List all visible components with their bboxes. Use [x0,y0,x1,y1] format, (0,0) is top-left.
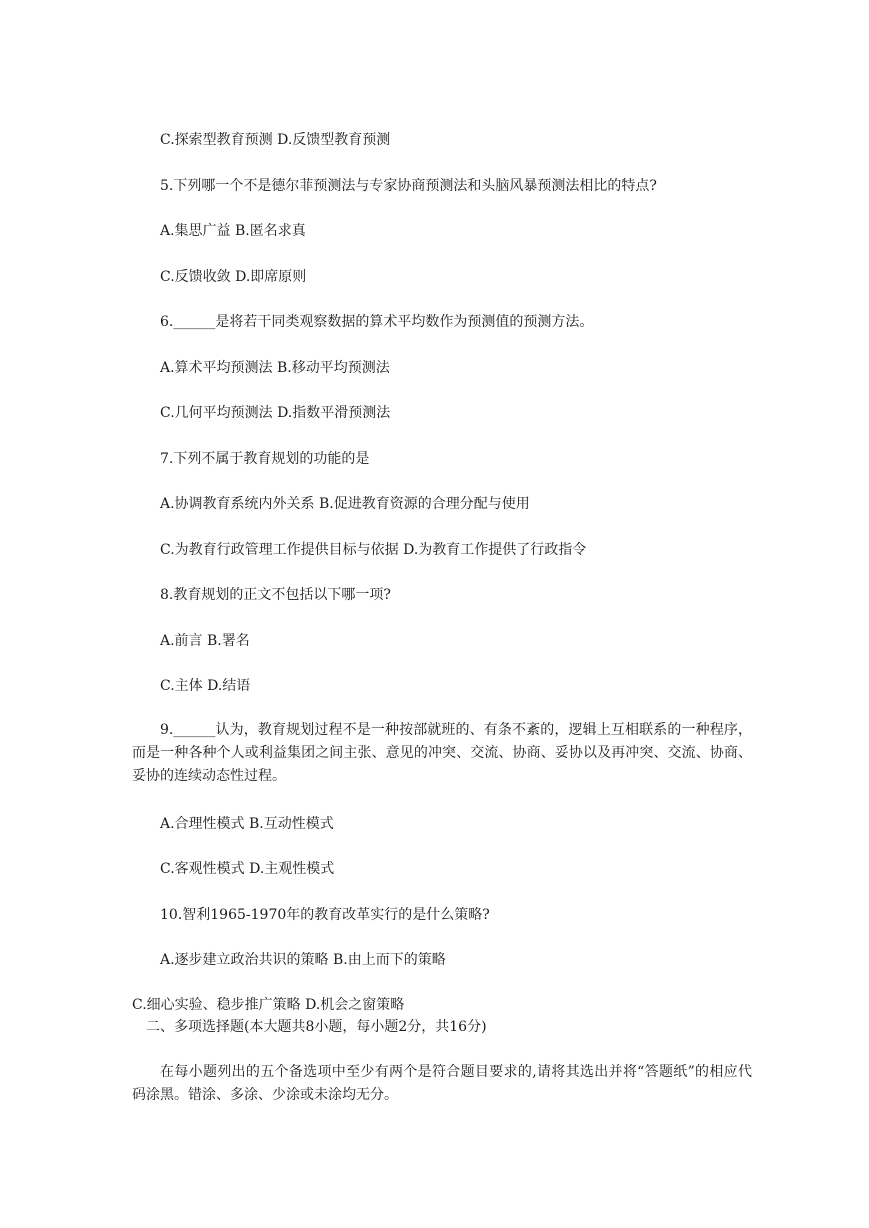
q7-options-ab: A.协调教育系统内外关系 B.促进教育资源的合理分配与使用 [160,496,530,512]
q6-stem: 6.______是将若干同类观察数据的算术平均数作为预测值的预测方法。 [160,314,594,330]
q4-options-cd: C.探索型教育预测 D.反馈型教育预测 [160,132,391,148]
q9-options-cd: C.客观性模式 D.主观性模式 [160,861,335,877]
q9-stem: 9.______认为，教育规划过程不是一种按部就班的、有条不紊的，逻辑上互相联系的一种程序，而是一种各种个人或利益集团之间主张、意见的冲突、交流、协商、妥协以及再冲突、交流、协商、妥协的连续动态性过程。 [132,722,752,784]
q5-options-cd: C.反馈收敛 D.即席原则 [160,269,307,285]
q9-options-ab: A.合理性模式 B.互动性模式 [160,816,334,832]
q5-options-ab: A.集思广益 B.匿名求真 [160,223,306,239]
section2-heading: 二、多项选择题(本大题共8小题，每小题2分，共16分) [146,1019,487,1035]
q10-options-cd: C.细心实验、稳步推广策略 D.机会之窗策略 [132,997,405,1013]
q6-options-ab: A.算术平均预测法 B.移动平均预测法 [160,360,390,376]
section2-instructions: 在每小题列出的五个备选项中至少有两个是符合题目要求的,请将其选出并将“答题纸”的相应代码涂黑。错涂、多涂、少涂或未涂均无分。 [132,1064,752,1103]
q10-options-ab: A.逐步建立政治共识的策略 B.由上而下的策略 [160,952,446,968]
q5-stem: 5.下列哪一个不是德尔菲预测法与专家协商预测法和头脑风暴预测法相比的特点? [160,178,657,194]
q8-stem: 8.教育规划的正文不包括以下哪一项? [160,587,391,603]
q8-options-ab: A.前言 B.署名 [160,633,250,649]
q7-options-cd: C.为教育行政管理工作提供目标与依据 D.为教育工作提供了行政指令 [160,542,587,558]
q10-stem: 10.智利1965-1970年的教育改革实行的是什么策略? [160,907,490,923]
q8-options-cd: C.主体 D.结语 [160,678,251,694]
q7-stem: 7.下列不属于教育规划的功能的是 [160,451,370,467]
q6-options-cd: C.几何平均预测法 D.指数平滑预测法 [160,405,391,421]
